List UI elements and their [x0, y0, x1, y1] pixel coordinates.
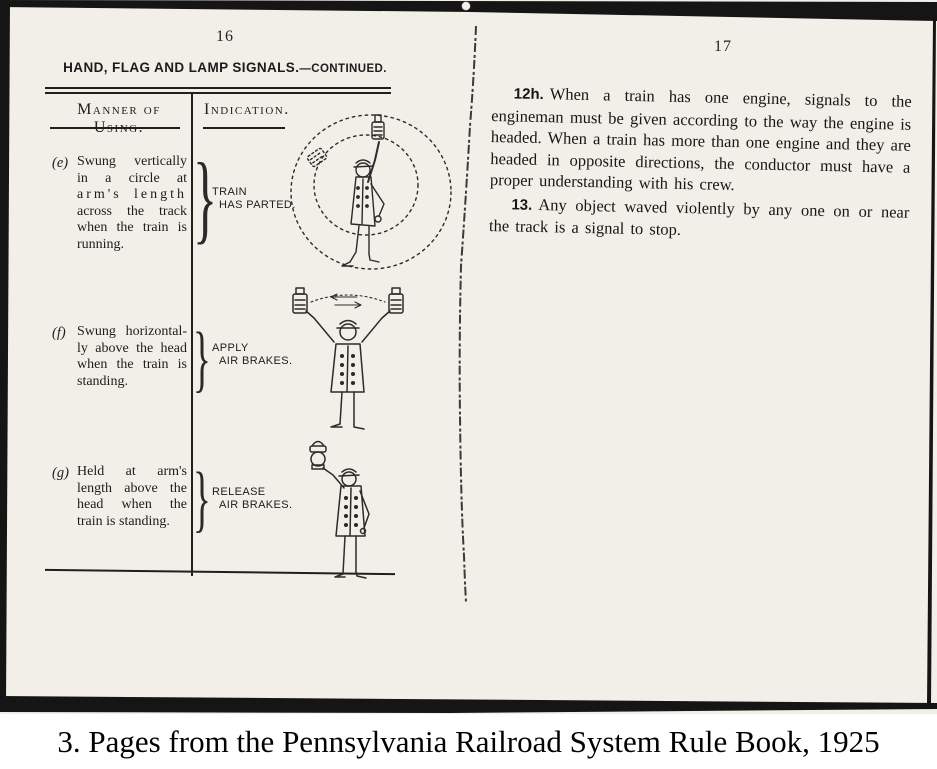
indication-label: APPLY AIR BRAKES. [212, 342, 293, 367]
column-header-manner: Manner of Using. [77, 101, 161, 136]
left-page-number: 16 [216, 28, 234, 45]
manner-text: Swung horizontal- ly above the head when the train is standing. [77, 324, 187, 389]
right-page-text [489, 82, 912, 247]
punch-hole [462, 2, 471, 11]
column-header-indication: Indication. [204, 101, 290, 118]
brace: } [193, 458, 211, 540]
row-letter: (e) [52, 155, 69, 171]
illustration-trainman-swinging-lamp-in-circle [276, 102, 458, 284]
rule-paragraph [490, 82, 912, 199]
illustration-trainman-holding-lamp-at-arms-length [290, 436, 407, 588]
top-border [0, 0, 937, 21]
right-page-number: 17 [714, 38, 732, 55]
rule-number: 12h. [513, 85, 544, 104]
right-border [927, 20, 936, 706]
brace: } [193, 318, 211, 400]
indication-label: TRAIN HAS PARTED. [212, 186, 296, 211]
figure-caption: 3. Pages from the Pennsylvania Railroad System Rule Book, 1925 [57, 723, 880, 759]
heading-suffix: —CONTINUED. [299, 63, 387, 75]
brace: } [193, 142, 217, 253]
heading-main: HAND, FLAG AND LAMP SIGNALS. [63, 60, 300, 75]
left-border [0, 0, 10, 706]
rule-text: When a train has one engine, signals to the engineman must be given according to the way the engine is headed. When a train has more than one engine and they are headed in opposite directions, the conductor must have a proper understanding with his crew. [489, 84, 912, 195]
rule-paragraph [489, 192, 910, 245]
table-top-rule-1 [45, 87, 391, 89]
caption-band [0, 714, 937, 769]
illustration-trainman-holding-lamp-overhead-both-hands [283, 282, 415, 434]
indication-label: RELEASE AIR BRAKES. [212, 486, 293, 511]
manner-text: Swung vertically in a circle at arm's length across the track when the train is running. [77, 154, 187, 252]
book-gutter-shadow [460, 26, 476, 602]
rule-text: Any object waved violently by any one on or near the track is a signal to stop. [488, 194, 910, 239]
rule-number: 13. [511, 195, 533, 214]
col2-header-underline [203, 127, 285, 129]
row-letter: (f) [52, 325, 66, 341]
table-top-rule-2 [45, 92, 391, 94]
manner-text: Held at arm's length above the head when the train is standing. [77, 464, 187, 529]
row-letter: (g) [52, 465, 69, 481]
bottom-border [0, 696, 937, 713]
left-page-heading [40, 60, 410, 75]
